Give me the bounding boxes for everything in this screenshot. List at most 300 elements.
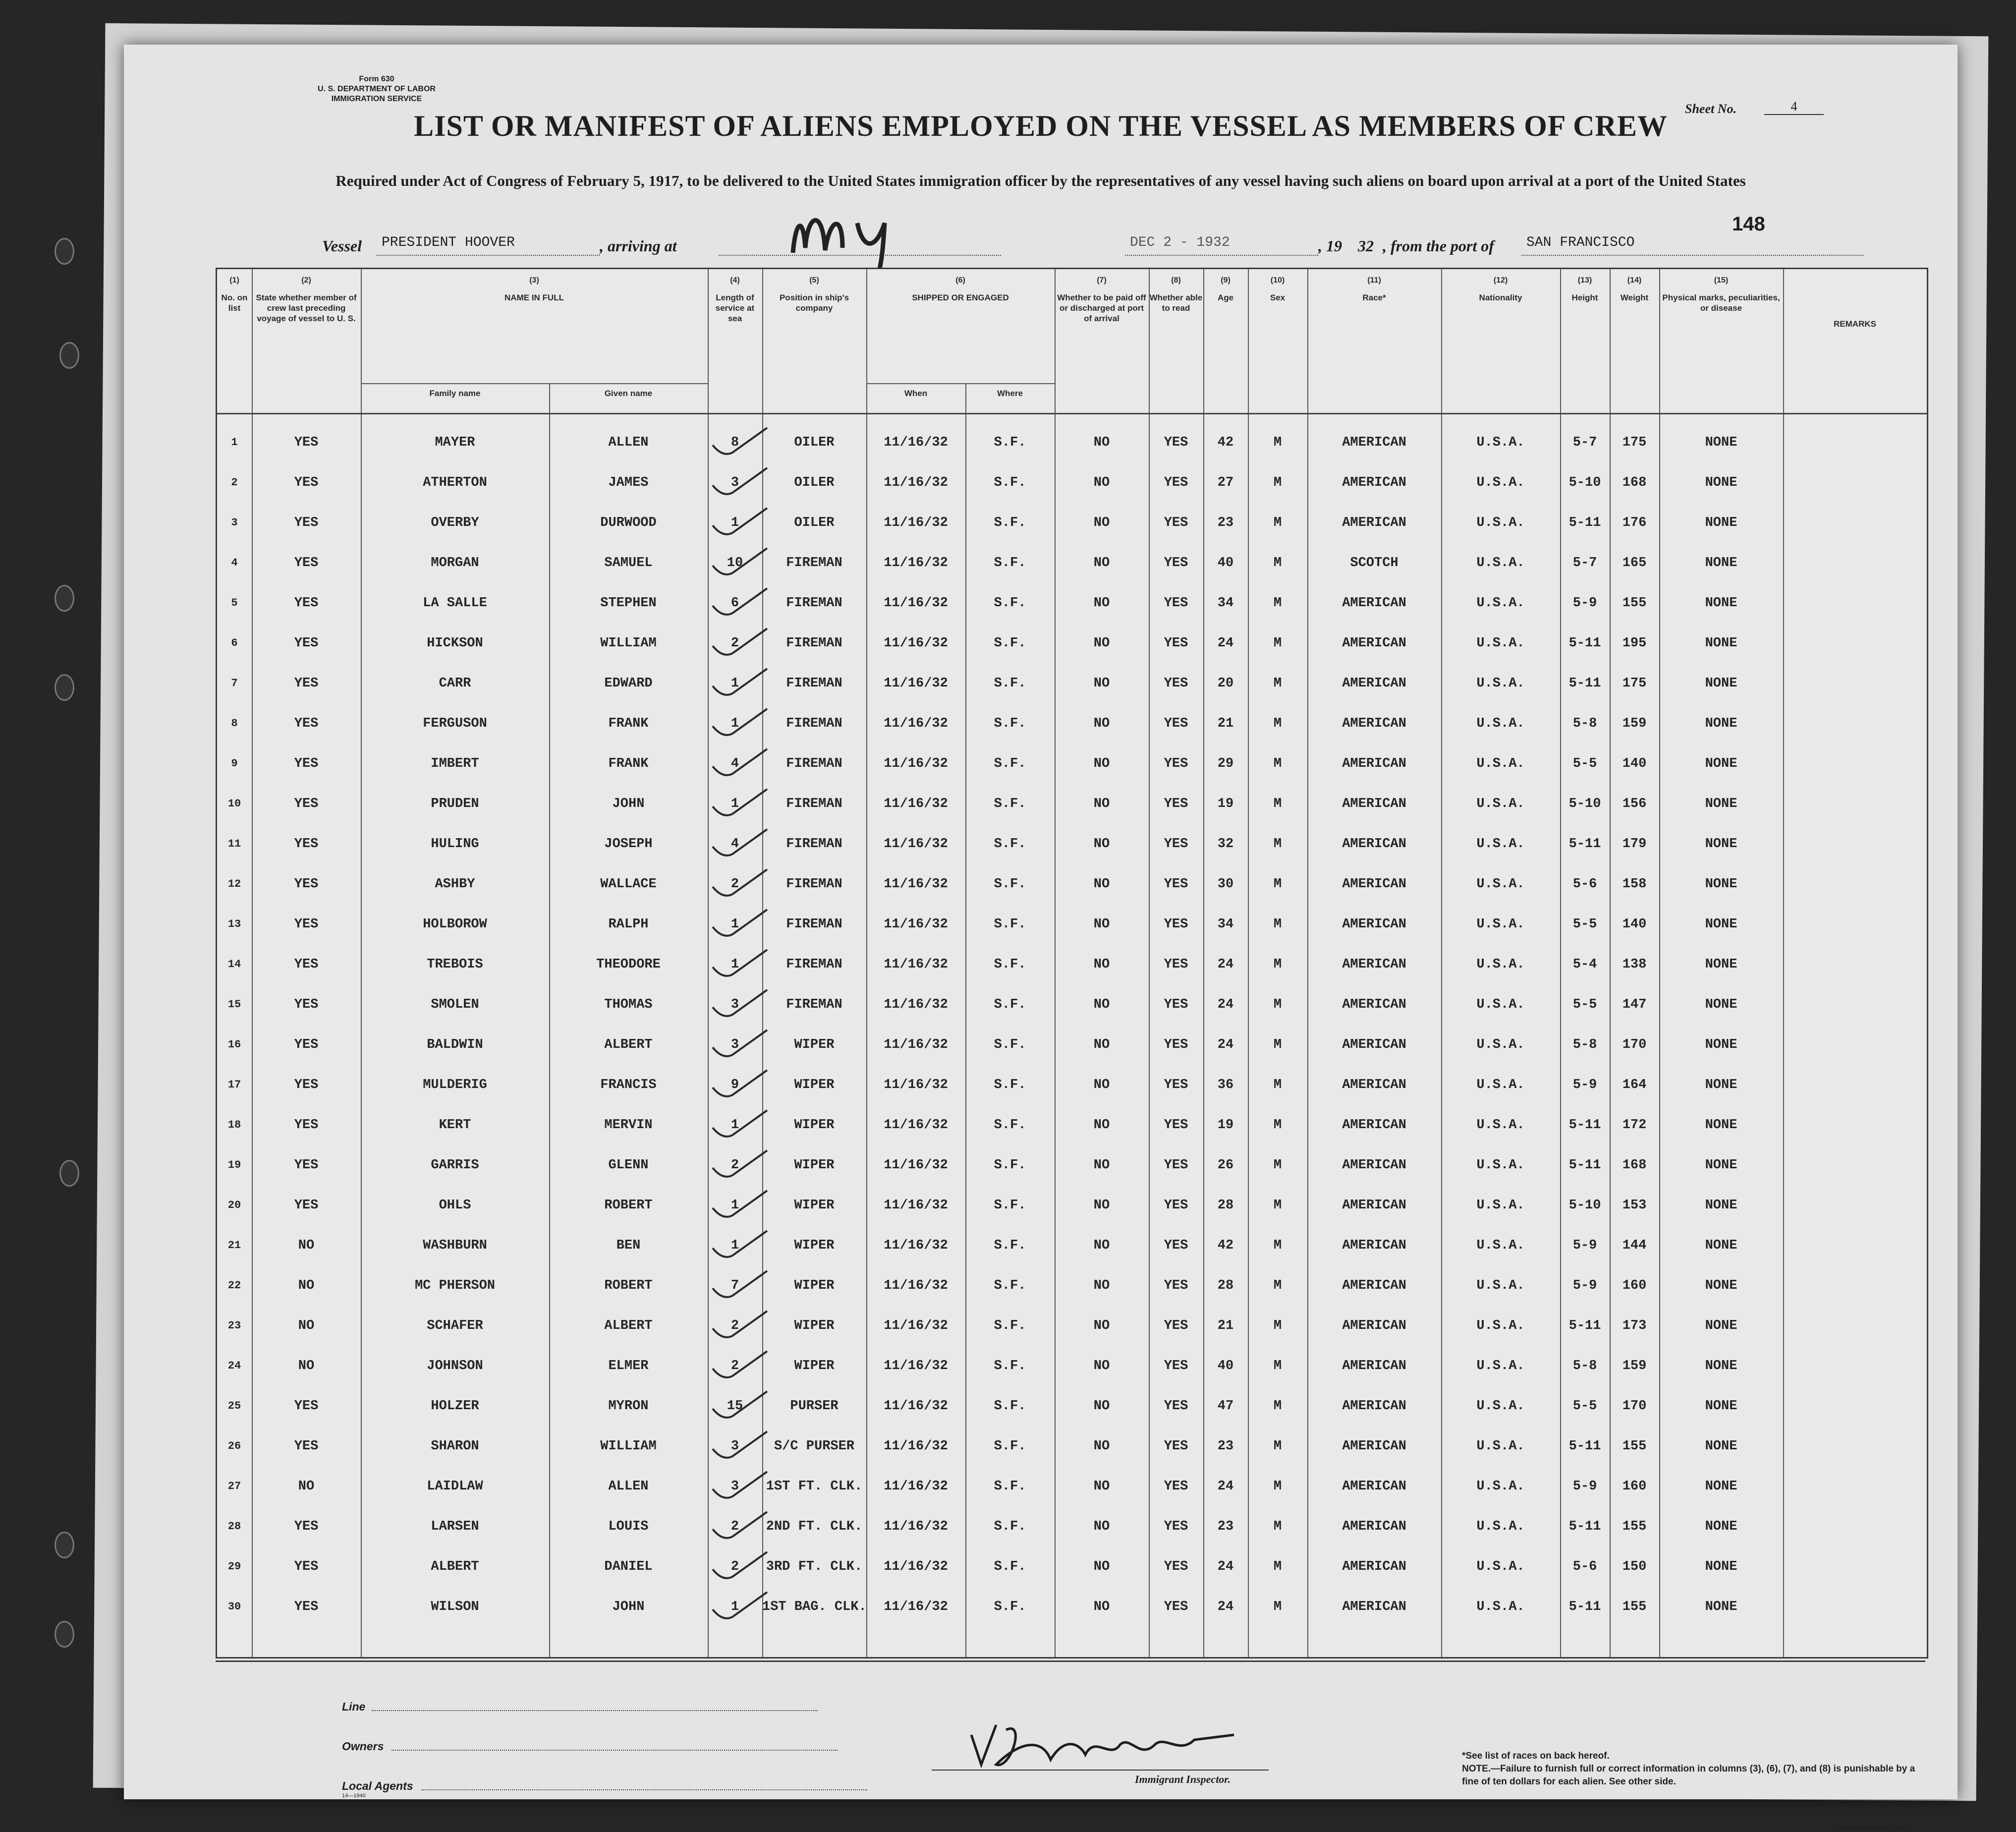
cell-no: 30 <box>227 1601 241 1613</box>
cell-where: S.F. <box>994 1439 1026 1454</box>
cell-when: 11/16/32 <box>884 877 948 892</box>
cell-sex: M <box>1273 1078 1282 1092</box>
check-mark <box>713 428 767 454</box>
cell-service: 4 <box>730 756 739 771</box>
cell-race: AMERICAN <box>1342 636 1406 651</box>
cell-sex: M <box>1273 475 1282 490</box>
cell-given: WILLIAM <box>600 636 657 651</box>
cell-when: 11/16/32 <box>884 1037 948 1052</box>
cell-sex: M <box>1273 797 1282 811</box>
cell-service: 2 <box>730 877 739 892</box>
cell-height: 5-5 <box>1572 917 1597 932</box>
cell-age: 34 <box>1217 917 1234 932</box>
cell-service: 3 <box>730 475 739 490</box>
binder-hole <box>55 238 74 265</box>
check-mark <box>713 709 767 735</box>
cell-when: 11/16/32 <box>884 997 948 1012</box>
cell-race: AMERICAN <box>1342 596 1406 611</box>
cell-height: 5-8 <box>1572 1359 1597 1374</box>
cell-prev: NO <box>298 1359 315 1374</box>
cell-given: EDWARD <box>604 676 653 691</box>
cell-weight: 176 <box>1622 515 1647 530</box>
cell-marks: NONE <box>1705 515 1737 530</box>
cell-when: 11/16/32 <box>884 716 948 731</box>
cell-given: BEN <box>616 1238 641 1253</box>
cell-height: 5-11 <box>1568 837 1601 852</box>
cell-sex: M <box>1273 1318 1282 1333</box>
cell-age: 34 <box>1217 596 1234 611</box>
cell-paid: NO <box>1093 716 1110 731</box>
cell-prev: NO <box>298 1278 315 1293</box>
cell-marks: NONE <box>1705 676 1737 691</box>
cell-weight: 155 <box>1622 1600 1647 1614</box>
cell-race: AMERICAN <box>1342 676 1406 691</box>
cell-nat: U.S.A. <box>1476 837 1525 852</box>
header-given-name: Given name <box>604 389 653 398</box>
cell-age: 24 <box>1217 1559 1234 1574</box>
cell-age: 19 <box>1217 797 1234 811</box>
cell-height: 5-6 <box>1572 1559 1597 1574</box>
cell-prev: NO <box>298 1479 315 1494</box>
cell-given: JOSEPH <box>604 837 653 852</box>
cell-no: 29 <box>227 1560 241 1573</box>
cell-service: 2 <box>730 1519 739 1534</box>
cell-when: 11/16/32 <box>884 596 948 611</box>
cell-where: S.F. <box>994 1198 1026 1213</box>
cell-weight: 155 <box>1622 1439 1647 1454</box>
cell-read: YES <box>1164 1198 1188 1213</box>
cell-where: S.F. <box>994 837 1026 852</box>
cell-no: 12 <box>227 878 241 890</box>
cell-race: AMERICAN <box>1342 1318 1406 1333</box>
arrival-date: DEC 2 - 1932 <box>1125 235 1318 256</box>
cell-family: OHLS <box>439 1198 471 1213</box>
cell-sex: M <box>1273 1278 1282 1293</box>
check-mark <box>713 1391 767 1418</box>
cell-marks: NONE <box>1705 1559 1737 1574</box>
check-mark <box>713 588 767 615</box>
cell-when: 11/16/32 <box>884 676 948 691</box>
cell-prev: YES <box>294 1037 319 1052</box>
cell-read: YES <box>1164 997 1188 1012</box>
cell-family: JOHNSON <box>427 1359 483 1374</box>
cell-when: 11/16/32 <box>884 837 948 852</box>
cell-given: DURWOOD <box>600 515 657 530</box>
cell-prev: YES <box>294 435 319 450</box>
cell-age: 23 <box>1217 1439 1234 1454</box>
cell-weight: 164 <box>1622 1078 1647 1092</box>
check-mark <box>713 1351 767 1377</box>
cell-position: WIPER <box>794 1078 835 1092</box>
cell-race: AMERICAN <box>1342 877 1406 892</box>
cell-paid: NO <box>1093 1278 1110 1293</box>
cell-service: 1 <box>730 515 739 530</box>
cell-age: 29 <box>1217 756 1234 771</box>
cell-paid: NO <box>1093 676 1110 691</box>
cell-where: S.F. <box>994 997 1026 1012</box>
check-mark <box>713 629 767 655</box>
cell-when: 11/16/32 <box>884 1078 948 1092</box>
cell-family: IMBERT <box>431 756 479 771</box>
footer-notes <box>1462 1750 1933 1788</box>
cell-read: YES <box>1164 1519 1188 1534</box>
cell-no: 15 <box>227 998 241 1011</box>
cell-marks: NONE <box>1705 1078 1737 1092</box>
cell-no: 14 <box>227 958 241 971</box>
check-mark <box>713 1552 767 1578</box>
cell-given: SAMUEL <box>604 556 653 571</box>
cell-height: 5-11 <box>1568 1519 1601 1534</box>
cell-given: JAMES <box>608 475 649 490</box>
cell-no: 21 <box>227 1239 241 1252</box>
binder-hole <box>55 1532 74 1558</box>
cell-weight: 140 <box>1622 917 1647 932</box>
cell-paid: NO <box>1093 1399 1110 1414</box>
cell-weight: 147 <box>1622 997 1647 1012</box>
cell-where: S.F. <box>994 1399 1026 1414</box>
cell-family: HOLZER <box>431 1399 479 1414</box>
cell-height: 5-10 <box>1568 475 1601 490</box>
cell-no: 4 <box>231 557 238 569</box>
cell-nat: U.S.A. <box>1476 917 1525 932</box>
cell-when: 11/16/32 <box>884 917 948 932</box>
cell-given: ALBERT <box>604 1037 653 1052</box>
cell-no: 17 <box>227 1079 241 1091</box>
cell-sex: M <box>1273 1399 1282 1414</box>
cell-race: AMERICAN <box>1342 797 1406 811</box>
cell-position: WIPER <box>794 1318 835 1333</box>
sheet-number-value: 4 <box>1764 99 1824 115</box>
cell-nat: U.S.A. <box>1476 997 1525 1012</box>
cell-nat: U.S.A. <box>1476 1198 1525 1213</box>
binder-hole <box>55 674 74 701</box>
cell-no: 11 <box>227 838 241 850</box>
cell-weight: 158 <box>1622 877 1647 892</box>
cell-read: YES <box>1164 1158 1188 1173</box>
cell-paid: NO <box>1093 1198 1110 1213</box>
cell-service: 15 <box>727 1399 743 1414</box>
cell-sex: M <box>1273 556 1282 571</box>
check-mark <box>713 789 767 815</box>
header-able-to-read: (8) Whether able to read <box>1149 276 1203 313</box>
cell-prev: YES <box>294 1158 319 1173</box>
cell-where: S.F. <box>994 1600 1026 1614</box>
cell-height: 5-11 <box>1568 1318 1601 1333</box>
year-prefix: , 19 <box>1318 237 1342 255</box>
cell-when: 11/16/32 <box>884 435 948 450</box>
signature-role: Immigrant Inspector. <box>1135 1773 1231 1785</box>
arriving-label: , arriving at <box>600 237 677 255</box>
line-field <box>372 1710 818 1711</box>
cell-nat: U.S.A. <box>1476 1600 1525 1614</box>
cell-service: 2 <box>730 1158 739 1173</box>
cell-paid: NO <box>1093 1238 1110 1253</box>
cell-where: S.F. <box>994 1037 1026 1052</box>
cell-nat: U.S.A. <box>1476 596 1525 611</box>
cell-prev: YES <box>294 1519 319 1534</box>
cell-nat: U.S.A. <box>1476 1479 1525 1494</box>
cell-no: 28 <box>227 1520 241 1533</box>
cell-weight: 144 <box>1622 1238 1647 1253</box>
cell-height: 5-11 <box>1568 515 1601 530</box>
cell-paid: NO <box>1093 1600 1110 1614</box>
cell-service: 1 <box>730 1118 739 1133</box>
cell-race: AMERICAN <box>1342 515 1406 530</box>
cell-nat: U.S.A. <box>1476 1559 1525 1574</box>
cell-position: WIPER <box>794 1037 835 1052</box>
cell-family: FERGUSON <box>423 716 487 731</box>
cell-paid: NO <box>1093 1479 1110 1494</box>
check-mark <box>713 1030 767 1056</box>
cell-prev: YES <box>294 917 319 932</box>
signature-scribble <box>966 1715 1244 1775</box>
check-mark <box>713 1472 767 1498</box>
cell-marks: NONE <box>1705 435 1737 450</box>
cell-family: WASHBURN <box>423 1238 487 1253</box>
handwritten-check-marks <box>217 269 1927 1657</box>
cell-read: YES <box>1164 1078 1188 1092</box>
cell-weight: 160 <box>1622 1479 1647 1494</box>
check-mark <box>713 468 767 494</box>
cell-family: PRUDEN <box>431 797 479 811</box>
cell-service: 1 <box>730 1600 739 1614</box>
cell-service: 9 <box>730 1078 739 1092</box>
cell-where: S.F. <box>994 475 1026 490</box>
cell-position: FIREMAN <box>786 797 842 811</box>
cell-position: 3RD FT. CLK. <box>766 1559 863 1574</box>
cell-sex: M <box>1273 756 1282 771</box>
cell-race: AMERICAN <box>1342 1439 1406 1454</box>
cell-service: 2 <box>730 1559 739 1574</box>
cell-read: YES <box>1164 596 1188 611</box>
header-name-in-full: (3) NAME IN FULL <box>504 276 564 302</box>
header-nationality: (12) Nationality <box>1479 276 1522 302</box>
cell-given: WALLACE <box>600 877 657 892</box>
cell-marks: NONE <box>1705 1238 1737 1253</box>
cell-race: AMERICAN <box>1342 435 1406 450</box>
cell-where: S.F. <box>994 636 1026 651</box>
cell-race: AMERICAN <box>1342 1399 1406 1414</box>
cell-sex: M <box>1273 1479 1282 1494</box>
cell-given: FRANK <box>608 756 649 771</box>
cell-weight: 155 <box>1622 1519 1647 1534</box>
cell-service: 1 <box>730 1238 739 1253</box>
cell-given: THEODORE <box>596 957 661 972</box>
cell-marks: NONE <box>1705 1519 1737 1534</box>
cell-weight: 150 <box>1622 1559 1647 1574</box>
cell-paid: NO <box>1093 1559 1110 1574</box>
cell-read: YES <box>1164 556 1188 571</box>
cell-height: 5-9 <box>1572 1078 1597 1092</box>
cell-where: S.F. <box>994 556 1026 571</box>
cell-marks: NONE <box>1705 1359 1737 1374</box>
cell-marks: NONE <box>1705 1439 1737 1454</box>
cell-family: MAYER <box>435 435 475 450</box>
cell-position: FIREMAN <box>786 556 842 571</box>
signature-line <box>932 1770 1269 1771</box>
cell-age: 40 <box>1217 556 1234 571</box>
cell-marks: NONE <box>1705 1118 1737 1133</box>
cell-sex: M <box>1273 596 1282 611</box>
cell-position: WIPER <box>794 1158 835 1173</box>
cell-prev: YES <box>294 997 319 1012</box>
cell-age: 26 <box>1217 1158 1234 1173</box>
document-number: 148 <box>1732 213 1765 235</box>
cell-weight: 138 <box>1622 957 1647 972</box>
check-mark <box>713 1231 767 1257</box>
sheet-number-label: Sheet No. <box>1685 102 1736 116</box>
cell-age: 21 <box>1217 1318 1234 1333</box>
cell-prev: YES <box>294 556 319 571</box>
cell-where: S.F. <box>994 676 1026 691</box>
cell-when: 11/16/32 <box>884 797 948 811</box>
cell-height: 5-4 <box>1572 957 1597 972</box>
cell-where: S.F. <box>994 1278 1026 1293</box>
year-suffix: 32 <box>1358 237 1374 255</box>
cell-no: 25 <box>227 1400 241 1412</box>
cell-no: 27 <box>227 1480 241 1492</box>
cell-marks: NONE <box>1705 1600 1737 1614</box>
cell-height: 5-9 <box>1572 1238 1597 1253</box>
cell-prev: YES <box>294 1439 319 1454</box>
cell-where: S.F. <box>994 756 1026 771</box>
binder-hole <box>55 585 74 612</box>
cell-weight: 159 <box>1622 716 1647 731</box>
cell-age: 42 <box>1217 1238 1234 1253</box>
check-mark <box>713 1110 767 1137</box>
cell-service: 6 <box>730 596 739 611</box>
header-age: (9) Age <box>1217 276 1234 302</box>
cell-sex: M <box>1273 917 1282 932</box>
cell-sex: M <box>1273 877 1282 892</box>
local-agents-code: 14—1940 <box>342 1793 366 1799</box>
cell-prev: YES <box>294 877 319 892</box>
cell-no: 6 <box>231 637 238 649</box>
cell-prev: NO <box>298 1318 315 1333</box>
cell-family: CARR <box>439 676 471 691</box>
cell-read: YES <box>1164 1600 1188 1614</box>
cell-where: S.F. <box>994 1559 1026 1574</box>
cell-sex: M <box>1273 1118 1282 1133</box>
cell-prev: YES <box>294 797 319 811</box>
cell-nat: U.S.A. <box>1476 1318 1525 1333</box>
cell-position: S/C PURSER <box>774 1439 855 1454</box>
cell-no: 2 <box>231 476 238 489</box>
cell-race: AMERICAN <box>1342 1078 1406 1092</box>
cell-when: 11/16/32 <box>884 1118 948 1133</box>
cell-family: ASHBY <box>435 877 475 892</box>
cell-prev: YES <box>294 475 319 490</box>
cell-family: ATHERTON <box>423 475 487 490</box>
vessel-info-line <box>322 233 1908 263</box>
check-mark <box>713 548 767 574</box>
cell-position: FIREMAN <box>786 837 842 852</box>
cell-race: AMERICAN <box>1342 1158 1406 1173</box>
cell-sex: M <box>1273 435 1282 450</box>
cell-race: AMERICAN <box>1342 475 1406 490</box>
header-previous-voyage: (2) State whether member of crew last preceding voyage of vessel to U. S. <box>256 276 357 323</box>
cell-age: 23 <box>1217 1519 1234 1534</box>
cell-nat: U.S.A. <box>1476 1037 1525 1052</box>
from-port: SAN FRANCISCO <box>1521 235 1863 256</box>
cell-prev: YES <box>294 1198 319 1213</box>
cell-when: 11/16/32 <box>884 1439 948 1454</box>
cell-age: 21 <box>1217 716 1234 731</box>
cell-prev: YES <box>294 515 319 530</box>
cell-marks: NONE <box>1705 1158 1737 1173</box>
cell-no: 1 <box>231 436 238 449</box>
header-shipped-or-engaged: (6) SHIPPED OR ENGAGED <box>912 276 1009 302</box>
footer-rule <box>216 1660 1925 1662</box>
cell-when: 11/16/32 <box>884 1519 948 1534</box>
cell-family: HULING <box>431 837 479 852</box>
cell-prev: YES <box>294 837 319 852</box>
cell-when: 11/16/32 <box>884 1238 948 1253</box>
vessel-name: PRESIDENT HOOVER <box>377 235 600 256</box>
cell-age: 32 <box>1217 837 1234 852</box>
cell-position: WIPER <box>794 1198 835 1213</box>
header-length-of-service: (4) Length of service at sea <box>715 276 755 323</box>
cell-marks: NONE <box>1705 1278 1737 1293</box>
cell-no: 13 <box>227 918 241 930</box>
header-position: (5) Position in ship's company <box>779 276 849 313</box>
cell-position: WIPER <box>794 1278 835 1293</box>
cell-paid: NO <box>1093 1519 1110 1534</box>
cell-family: MC PHERSON <box>414 1278 496 1293</box>
cell-age: 24 <box>1217 1037 1234 1052</box>
cell-when: 11/16/32 <box>884 636 948 651</box>
cell-family: HOLBOROW <box>423 917 487 932</box>
cell-service: 1 <box>730 1198 739 1213</box>
cell-read: YES <box>1164 1037 1188 1052</box>
cell-height: 5-11 <box>1568 1158 1601 1173</box>
cell-age: 28 <box>1217 1198 1234 1213</box>
cell-sex: M <box>1273 515 1282 530</box>
cell-where: S.F. <box>994 797 1026 811</box>
cell-read: YES <box>1164 1399 1188 1414</box>
cell-height: 5-11 <box>1568 676 1601 691</box>
cell-given: GLENN <box>608 1158 649 1173</box>
cell-nat: U.S.A. <box>1476 1078 1525 1092</box>
cell-where: S.F. <box>994 1118 1026 1133</box>
cell-read: YES <box>1164 837 1188 852</box>
cell-weight: 160 <box>1622 1278 1647 1293</box>
cell-no: 9 <box>231 757 238 770</box>
header-sex: (10) Sex <box>1270 276 1286 302</box>
cell-height: 5-5 <box>1572 997 1597 1012</box>
cell-read: YES <box>1164 1359 1188 1374</box>
cell-given: ALBERT <box>604 1318 653 1333</box>
cell-family: LARSEN <box>431 1519 479 1534</box>
cell-read: YES <box>1164 1118 1188 1133</box>
cell-height: 5-9 <box>1572 1278 1597 1293</box>
cell-no: 10 <box>227 798 241 810</box>
cell-nat: U.S.A. <box>1476 877 1525 892</box>
cell-no: 20 <box>227 1199 241 1211</box>
check-mark <box>713 829 767 856</box>
cell-nat: U.S.A. <box>1476 1238 1525 1253</box>
cell-sex: M <box>1273 636 1282 651</box>
cell-service: 2 <box>730 1359 739 1374</box>
cell-no: 3 <box>231 516 238 529</box>
check-mark <box>713 1512 767 1538</box>
cell-age: 23 <box>1217 515 1234 530</box>
cell-sex: M <box>1273 1158 1282 1173</box>
form-identifier: Form 630 U. S. DEPARTMENT OF LABOR IMMIGRATION SERVICE <box>318 75 436 103</box>
header-family-name: Family name <box>429 389 481 398</box>
cell-weight: 170 <box>1622 1399 1647 1414</box>
cell-age: 24 <box>1217 636 1234 651</box>
